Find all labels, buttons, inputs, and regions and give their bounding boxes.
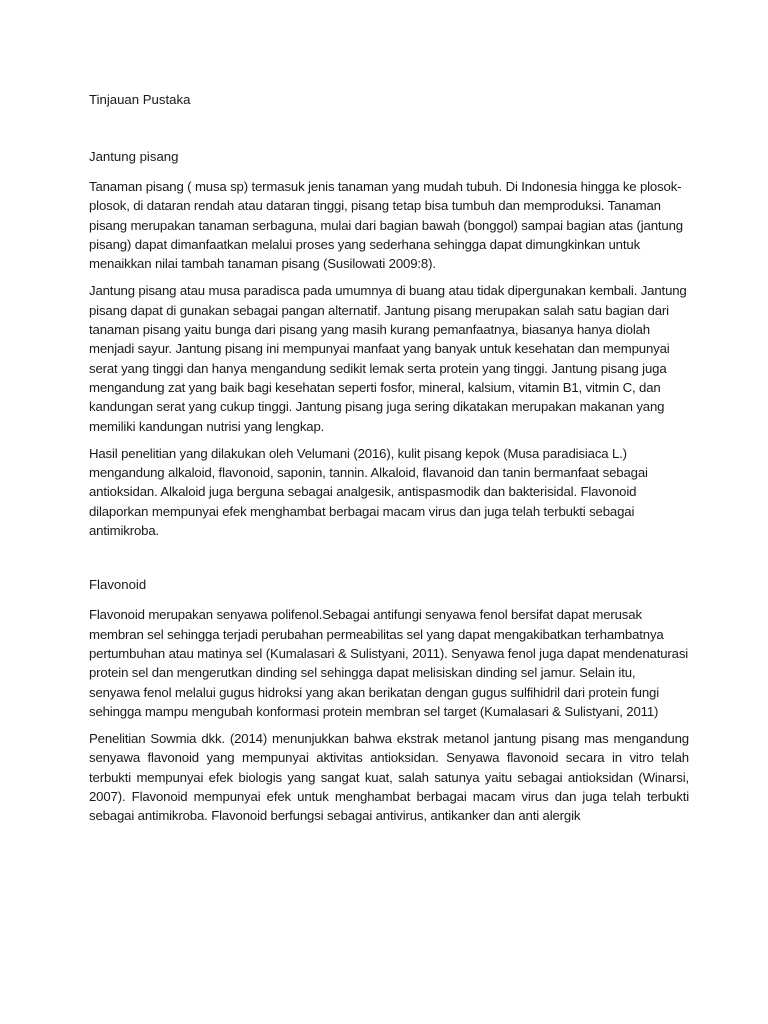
section-spacer [89,548,689,575]
document-title: Tinjauan Pustaka [89,92,191,107]
paragraph: Tanaman pisang ( musa sp) termasuk jenis tanaman yang mudah tubuh. Di Indonesia hingga ke plosok-plosok, di dataran rendah atau dataran tinggi, pisang tetap bisa tumbuh dan memproduksi. Tanaman pisang merupakan tanaman serbaguna, mulai dari bagian bawah (bonggol) sampai bagian atas (jantung pisang) dapat dimanfaatkan melalui proses yang sederhana sehingga dapat dimungkinkan untuk menaikkan nilai tambah tanaman pisang (Susilowati 2009:8). [89,179,683,272]
paragraph: Hasil penelitian yang dilakukan oleh Velumani (2016), kulit pisang kepok (Musa paradisiaca L.) mengandung alkaloid, flavonoid, saponin, tannin. Alkaloid, flavanoid dan tanin bermanfaat sebagai antioksidan. Alkaloid juga berguna sebagai analgesik, antispasmodik dan bakterisidal. Flavonoid dilaporkan mempunyai efek menghambat berbagai macam virus dan juga telah terbukti sebagai antimikroba. [89,445,648,539]
paragraph: Jantung pisang atau musa paradisca pada umumnya di buang atau tidak dipergunakan kembali. Jantung pisang dapat di gunakan sebagai pangan alternatif. Jantung pisang merupakan salah satu bagian dari tanaman pisang yaitu bunga dari pisang yang masih kurang pemanfaatnya, biasanya hanya diolah menjadi sayur. Jantung pisang ini mempunyai manfaat yang banyak untuk kesehatan dan mempunyai serat yang tinggi dan hanya mengandung sedikit lemak serta protein yang tinggi. Jantung pisang juga mengandung zat yang baik bagi kesehatan seperti fosfor, mineral, kalsium, vitamin B1, vitmin C, dan kandungan serat yang cukup tinggi. Jantung pisang juga sering dikatakan merupakan makanan yang memiliki kandungan nutrisi yang lengkap. [89,283,687,434]
document-page [89,90,689,834]
section-heading-jantung-pisang: Jantung pisang [89,149,179,164]
section-heading-flavonoid: Flavonoid [89,577,147,593]
paragraph: Flavonoid merupakan senyawa polifenol.Sebagai antifungi senyawa fenol bersifat dapat merusak membran sel sehingga terjadi perubahan permeabilitas sel yang dapat mengakibatkan terhambatnya pertumbuhan atau matinya sel (Kumalasari & Sulistyani, 2011). Senyawa fenol juga dapat mendenaturasi protein sel dan mengerutkan dinding sel sehingga dapat melisiskan dinding sel jamur. Selain itu, senyawa fenol melalui gugus hidroksi yang akan berikatan dengan gugus sulfihidril dari protein fungi sehingga mampu mengubah konformasi protein membran sel target (Kumalasari & Sulistyani, 2011) [89,607,689,719]
paragraph: Penelitian Sowmia dkk. (2014) menunjukkan bahwa ekstrak metanol jantung pisang mas mengandung senyawa flavonoid yang mempunyai aktivitas antioksidan. Senyawa flavonoid secara in vitro telah terbukti mempunyai efek biologis yang sangat kuat, salah satunya yaitu sebagai antioksidan (Winarsi, 2007). Flavonoid mempunyai efek untuk menghambat berbagai macam virus dan juga telah terbukti sebagai antimikroba. Flavonoid berfungsi sebagai antivirus, antikanker dan anti alergik [89,731,689,824]
